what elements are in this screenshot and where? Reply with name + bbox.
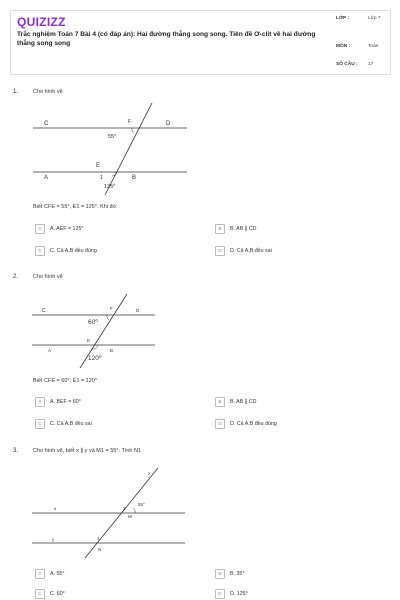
- q1-option-c[interactable]: [35, 246, 205, 258]
- option-letter-box: B: [215, 397, 225, 407]
- option-letter-box: C: [35, 419, 45, 429]
- q2-option-c[interactable]: [35, 419, 205, 431]
- label-d: D: [136, 308, 140, 313]
- question-3-text: Cho hình vẽ, biết x ∥ y và M1 = 55°. Tính N1: [33, 448, 142, 454]
- question-3-number: 3.: [13, 448, 19, 454]
- label-c: C: [42, 308, 46, 314]
- label-2: 2: [123, 506, 126, 511]
- label-e: E: [96, 163, 101, 169]
- option-letter-box: A: [35, 224, 45, 234]
- option-letter-box: D: [215, 589, 225, 599]
- q2-option-b[interactable]: [215, 397, 385, 409]
- question-1-text: Cho hình vẽ: [33, 89, 63, 95]
- question-3-figure: [30, 462, 195, 560]
- option-letter-box: B: [215, 224, 225, 234]
- question-1-figure: [30, 100, 200, 196]
- label-x: x: [54, 506, 57, 511]
- angle-m-arc: [133, 508, 135, 513]
- question-2-text: Cho hình vẽ: [33, 274, 63, 280]
- question-2-figure: [30, 290, 190, 370]
- label-z: z: [148, 471, 151, 476]
- option-letter-box: D: [215, 246, 225, 256]
- transversal-line: [105, 103, 152, 195]
- label-c: C: [44, 121, 49, 127]
- option-letter-box: A: [35, 397, 45, 407]
- question-2-given: Biết CFE = 60°; E1 = 120°: [33, 378, 98, 384]
- q1-option-b[interactable]: [215, 224, 385, 236]
- option-letter-box: B: [215, 569, 225, 579]
- label-1: 1: [97, 536, 100, 541]
- label-120: 120⁰: [88, 355, 102, 362]
- option-text: B. AB ∥ CD: [230, 399, 257, 405]
- q3-option-b[interactable]: [215, 569, 385, 581]
- option-letter-box: D: [215, 419, 225, 429]
- label-f: F: [128, 119, 132, 125]
- angle-f-arc: [132, 128, 134, 133]
- q1-option-d[interactable]: [215, 246, 385, 258]
- option-text: A. BEF = 60°: [50, 399, 81, 405]
- q3-option-d[interactable]: [215, 589, 385, 600]
- label-m: M: [128, 514, 132, 519]
- angle-f-arc: [107, 315, 109, 320]
- option-text: C. 60°: [50, 591, 65, 597]
- option-text: D. Cả A,B đều sai: [230, 248, 272, 254]
- label-f: F: [110, 306, 113, 311]
- worksheet-title: Trắc nghiệm Toán 7 Bài 4 (có đáp án): Hai đường thẳng song song. Tiên đề Ơ-clit về hai đường thẳng song song: [17, 31, 316, 47]
- option-text: B. 35°: [230, 571, 245, 577]
- label-a: A: [48, 348, 52, 353]
- label-a: A: [44, 175, 49, 181]
- option-text: B. AB ∥ CD: [230, 226, 257, 232]
- label-125: 125°: [104, 184, 116, 190]
- q3-option-a[interactable]: [35, 569, 205, 581]
- label-y: y: [52, 537, 55, 542]
- option-text: C. Cả A,B đều sai: [50, 421, 92, 427]
- option-text: A. AEF = 125°: [50, 226, 84, 232]
- label-1: 1: [100, 175, 104, 181]
- q3-option-c[interactable]: [35, 589, 205, 600]
- label-60: 60⁰: [88, 319, 98, 326]
- quizizz-logo: QUIZIZZ: [17, 15, 66, 29]
- option-letter-box: C: [35, 589, 45, 599]
- label-55: 55°: [138, 502, 145, 507]
- question-1-number: 1.: [13, 89, 19, 95]
- option-text: A. 55°: [50, 571, 65, 577]
- q1-option-a[interactable]: [35, 224, 205, 236]
- q2-option-d[interactable]: [215, 419, 385, 431]
- option-letter-box: C: [35, 246, 45, 256]
- label-b: B: [132, 175, 137, 181]
- worksheet-header: QUIZIZZ Trắc nghiệm Toán 7 Bài 4 (có đáp án): Hai đường thẳng song song. Tiên đề Ơ-clit về hai đường thẳng song song LỚP : Lớp 7 MÔN : Toán SỐ CÂU : 17: [10, 10, 391, 75]
- label-n: N: [98, 547, 102, 552]
- label-55: 55°: [108, 134, 117, 140]
- label-b: B: [110, 348, 114, 353]
- option-text: D. Cả A,B đều đúng: [230, 421, 277, 427]
- option-text: C. Cả A,B đều đúng: [50, 248, 97, 254]
- question-2-number: 2.: [13, 274, 19, 280]
- option-text: D. 125°: [230, 591, 248, 597]
- option-letter-box: A: [35, 569, 45, 579]
- q2-option-a[interactable]: [35, 397, 205, 409]
- label-d: D: [166, 121, 171, 127]
- question-1-given: Biết CFE = 55°, E1 = 125°. Khi đó:: [33, 204, 118, 210]
- label-e: E: [87, 338, 91, 343]
